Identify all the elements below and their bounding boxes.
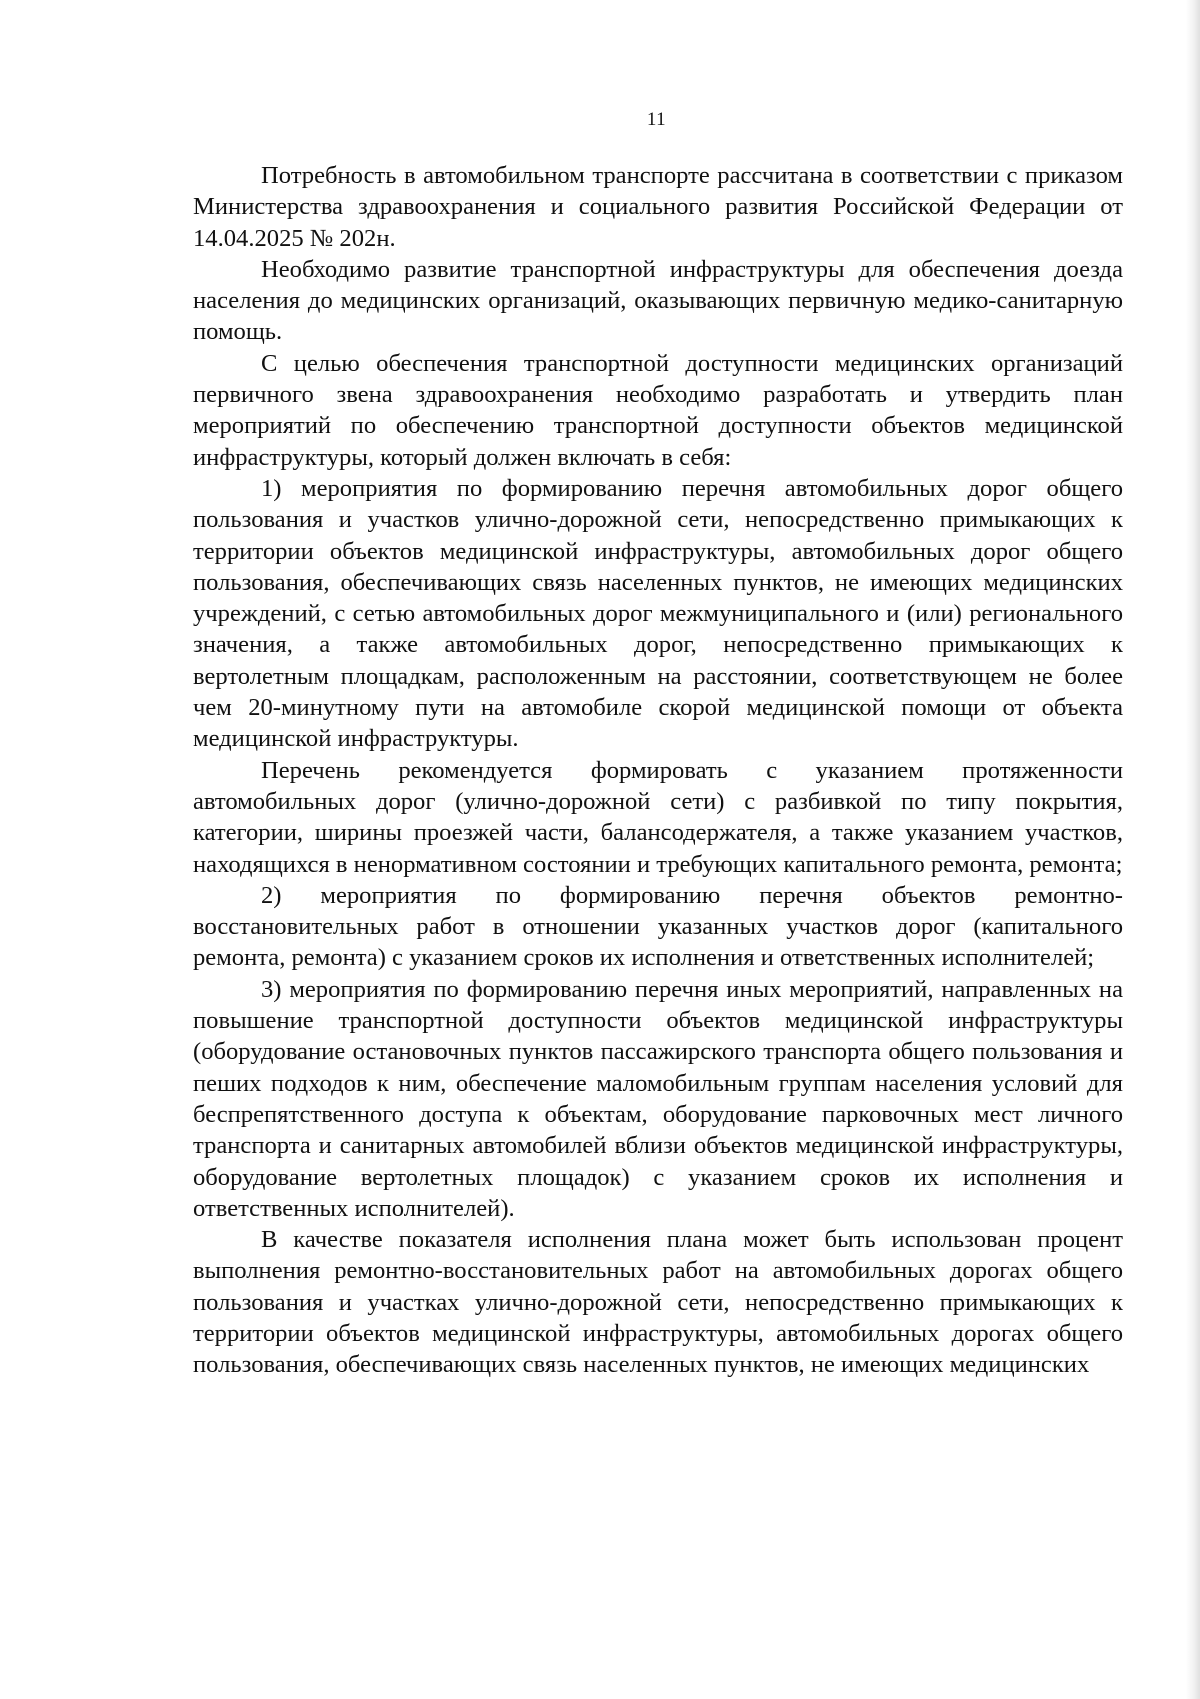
paragraph-performance-indicator: В качестве показателя исполнения плана может быть использован процент выполнения ремонтно-восстановительных работ на автомобильных дорогах общего пользования и участках улично-дорожной сети, непосредственно примыкающих к территории объектов медицинской инфраструктуры, автомобильных дорогах общего пользования, обеспечивающих связь населенных пунктов, не имеющих медицинских <box>193 1226 1123 1379</box>
paragraph-infrastructure-development: Необходимо развитие транспортной инфраструктуры для обеспечения доезда населения до медицинских организаций, оказывающих первичную медико-санитарную помощь. <box>193 255 1123 346</box>
list-item-2-repair-works: 2) мероприятия по формированию перечня объектов ремонтно-восстановительных работ в отношении указанных участков дорог (капитального ремонта, ремонта) с указанием сроков их исполнения и ответственных исполнителей; <box>193 881 1123 972</box>
page-number: 11 <box>646 109 667 130</box>
paragraph-list-requirements: Перечень рекомендуется формировать с указанием протяженности автомобильных дорог (улично-дорожной сети) с разбивкой по типу покрытия, категории, ширины проезжей части, балансодержателя, а также указанием участков, находящихся в ненормативном состоянии и требующих капитального ремонта, ремонта; <box>193 756 1123 878</box>
paragraph-transport-need: Потребность в автомобильном транспорте рассчитана в соответствии с приказом Министерства здравоохранения и социального развития Российской Федерации от 14.04.2025 № 202н. <box>193 162 1123 252</box>
list-item-1-road-list: 1) мероприятия по формированию перечня автомобильных дорог общего пользования и участков улично-дорожной сети, непосредственно примыкающих к территории объектов медицинской инфраструктуры, автомобильных дорог общего пользования, обеспечивающих связь населенных пунктов, не имеющих медицинских учреждений, с сетью автомобильных дорог межмуниципального и (или) регионального значения, а также автомобильных дорог, непосредственно примыкающих к вертолетным площадкам, расположенным на расстоянии, соответствующем не более чем 20-минутному пути на автомобиле скорой медицинской помощи от объекта медицинской инфраструктуры. <box>193 474 1123 753</box>
page-edge-shadow <box>1186 0 1200 1699</box>
paragraph-action-plan-intro: С целью обеспечения транспортной доступности медицинских организаций первичного звена здравоохранения необходимо разработать и утвердить план мероприятий по обеспечению транспортной доступности объектов медицинской инфраструктуры, который должен включать в себя: <box>193 349 1123 471</box>
list-item-3-other-measures: 3) мероприятия по формированию перечня иных мероприятий, направленных на повышение транспортной доступности объектов медицинской инфраструктуры (оборудование остановочных пунктов пассажирского транспорта общего пользования и пеших подходов к ним, обеспечение маломобильным группам населения условий для беспрепятственного доступа к объектам, оборудование парковочных мест личного транспорта и санитарных автомобилей вблизи объектов медицинской инфраструктуры, оборудование вертолетных площадок) с указанием сроков их исполнения и ответственных исполнителей). <box>193 975 1123 1222</box>
document-body <box>193 160 1123 1381</box>
